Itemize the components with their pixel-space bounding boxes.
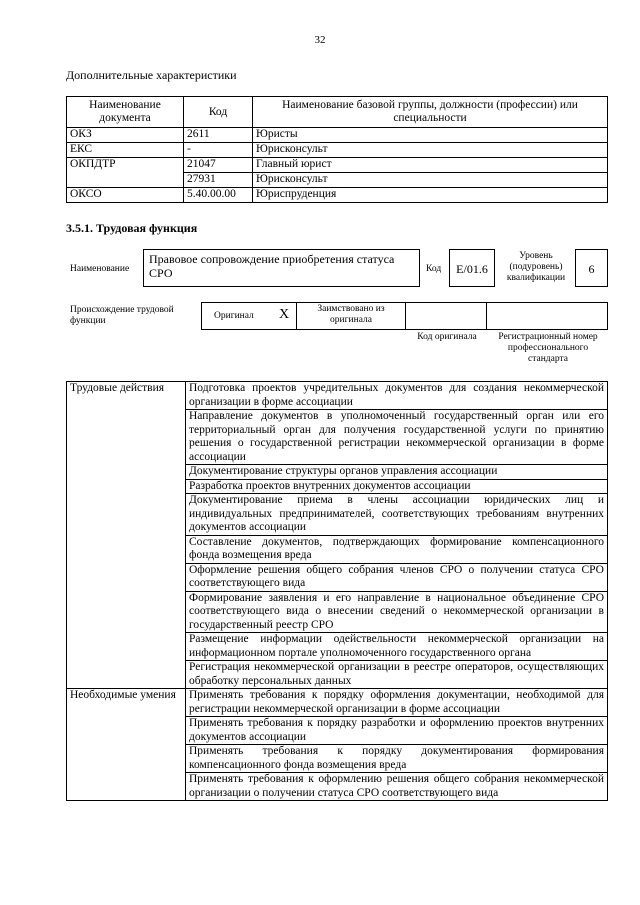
labor-function-table	[66, 381, 608, 801]
action-item: Регистрация некоммерческой организации в реестре операторов, осуществляющих обработку персональных данных	[186, 661, 608, 689]
action-item: Формирование заявления и его направление в национальное объединение СРО соответствующего вида о внесении сведений о некоммерческой организации в государственный реестр СРО	[186, 591, 608, 633]
function-name-box	[143, 249, 420, 287]
code-original-label: Код оригинала	[417, 332, 477, 342]
origin-label: Происхождение трудовой функции	[70, 305, 174, 326]
table-row	[67, 158, 608, 173]
action-item: Разработка проектов внутренних документов ассоциации	[186, 479, 608, 494]
level-label: Уровень (подуровень) квалификации	[506, 251, 566, 283]
reg-number-label: Регистрационный номер профессионального стандарта	[498, 332, 598, 364]
action-item: Направление документов в уполномоченный государственный орган или его территориальный орган для получения государственной услуги по принятию решения о государственной регистрации некоммерческой организации в форме ассоциации	[186, 410, 608, 465]
cell-doc: ОКПДТР	[67, 158, 184, 188]
table-header-row	[67, 97, 608, 128]
skill-item: Применять требования к оформлению решения общего собрания некоммерческой организации о получении статуса СРО соответствующего вида	[186, 773, 608, 801]
borrowed-label: Заимствовано из оригинала	[317, 304, 385, 325]
name-label: Наименование	[70, 264, 130, 274]
action-item: Составление документов, подтверждающих формирование компенсационного фонда возмещения вреда	[186, 535, 608, 563]
origin-divider	[405, 302, 406, 330]
function-title: 3.5.1. Трудовая функция	[66, 221, 198, 235]
table-row	[67, 128, 608, 143]
cell-name: Юриспруденция	[253, 188, 608, 203]
original-mark: X	[279, 307, 290, 322]
header-doc: Наименование документа	[67, 97, 184, 128]
function-code-box	[449, 249, 495, 287]
action-item: Оформление решения общего собрания членов СРО о получении статуса СРО соответствующего вида	[186, 563, 608, 591]
skill-item: Применять требования к порядку оформления документации, необходимой для регистрации некоммерческой организации в форме ассоциации	[186, 689, 608, 717]
cell-name: Юристы	[253, 128, 608, 143]
header-code: Код	[184, 97, 253, 128]
action-item: Документирование структуры органов управления ассоциации	[186, 465, 608, 480]
cell-code: 2611	[184, 128, 253, 143]
action-item: Подготовка проектов учредительных документов для создания некоммерческой организации в форме ассоциации	[186, 382, 608, 410]
cell-code: 5.40.00.00	[184, 188, 253, 203]
cell-name: Главный юрист	[253, 158, 608, 173]
origin-divider	[486, 302, 487, 330]
level-value: 6	[588, 262, 595, 276]
cell-code: -	[184, 143, 253, 158]
level-box	[575, 249, 608, 287]
skill-item: Применять требования к порядку разработки и оформлению проектов внутренних документов ассоциации	[186, 717, 608, 745]
original-label: Оригинал	[214, 311, 254, 321]
function-code-value: E/01.6	[456, 262, 488, 276]
cell-code: 21047	[184, 158, 253, 173]
actions-label: Трудовые действия	[67, 382, 186, 689]
cell-doc: ОКСО	[67, 188, 184, 203]
table-row	[67, 188, 608, 203]
table-row	[67, 143, 608, 158]
skill-item: Применять требования к порядку документирования формирования компенсационного фонда возмещения вреда	[186, 745, 608, 773]
code-label: Код	[426, 264, 442, 274]
function-name-value: Правовое сопровождение приобретения статуса СРО	[149, 252, 395, 280]
section-title: Дополнительные характеристики	[66, 68, 237, 82]
cell-code: 27931	[184, 173, 253, 188]
action-item: Размещение информации одействельности некоммерческой организации на информационном портале уполномоченного государственного органа	[186, 633, 608, 661]
cell-name: Юрисконсульт	[253, 143, 608, 158]
action-item: Документирование приема в члены ассоциации юридических лиц и индивидуальных предпринимателей, соответствующих требованиям внутренних документов ассоциации	[186, 494, 608, 536]
cell-doc: ОКЗ	[67, 128, 184, 143]
table-row	[67, 689, 608, 717]
table-row	[67, 382, 608, 410]
cell-doc: ЕКС	[67, 143, 184, 158]
header-name: Наименование базовой группы, должности (профессии) или специальности	[253, 97, 608, 128]
cell-name: Юрисконсульт	[253, 173, 608, 188]
origin-divider	[296, 302, 297, 330]
page-number: 32	[314, 34, 326, 46]
skills-label: Необходимые умения	[67, 689, 186, 801]
characteristics-table	[66, 96, 608, 203]
